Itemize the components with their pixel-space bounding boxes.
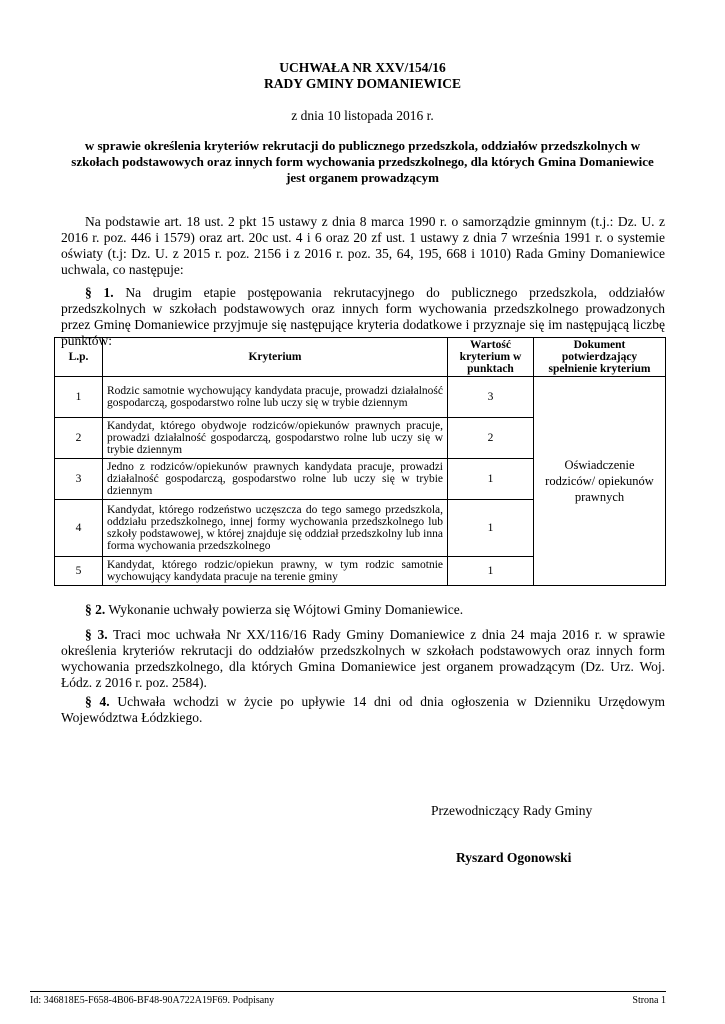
section-3-text: Traci moc uchwała Nr XX/116/16 Rady Gminy Domaniewice z dnia 24 maja 2016 r. w sprawie określenia kryteriów rekrutacji do oddziałów przedszkolnych w szkołach podstawowych oraz innych form wychowania przedszkolnego, dla których Gmina Domaniewice jest organem prowadzącym (Dz. Urz. Woj. Łódz. z 2016 r. poz. 2584). [61, 627, 666, 690]
header-points: Wartość kryterium w punktach [448, 338, 534, 377]
resolution-date: z dnia 10 listopada 2016 r. [291, 108, 434, 123]
row-lp: 5 [55, 557, 103, 586]
section-1-label: § 1. [85, 285, 114, 300]
table-row [55, 377, 666, 418]
row-criterion: Kandydat, którego rodzeństwo uczęszcza do tego samego przedszkola, oddziału przedszkolnego, innej formy wychowania przedszkolnego lub szkoły podstawowej, w której znajduje się oddział przedszkolny lub inna forma wychowania przedszkolnego [103, 500, 448, 557]
document-id: Id: 346818E5-F658-4B06-BF48-90A722A19F69. Podpisany [30, 995, 275, 1006]
row-points: 3 [448, 377, 534, 418]
section-3 [61, 627, 665, 691]
row-lp: 2 [55, 418, 103, 459]
row-lp: 4 [55, 500, 103, 557]
row-criterion: Kandydat, którego rodzic/opiekun prawny, w tym rodzic samotnie wychowujący kandydata pracuje na terenie gminy [103, 557, 448, 586]
section-2-label: § 2. [85, 602, 106, 617]
resolution-title [0, 60, 725, 92]
resolution-subject: w sprawie określenia kryteriów rekrutacji do publicznego przedszkola, oddziałów przedszkolnych w szkołach podstawowych oraz innych form wychowania przedszkolnego, dla których Gmina Domaniewice jest organem prowadzącym [71, 138, 654, 185]
section-1-text: Na drugim etapie postępowania rekrutacyjnego do publicznego przedszkola, oddziałów przedszkolnych w szkołach podstawowych oraz innych form wychowania przedszkolnego prowadzonych przez Gminę Domaniewice przyjmuje się następujące kryteria dodatkowe i przyznaje się im następującą liczbę punktów: [61, 285, 666, 348]
criteria-table [54, 337, 666, 586]
document-cell: Oświadczenie rodziców/ opiekunów prawnych [534, 377, 666, 586]
row-criterion: Rodzic samotnie wychowujący kandydata pracuje, prowadzi działalność gospodarczą, gospodarstwo rolne lub uczy się w trybie dziennym [103, 377, 448, 418]
signatory-title: Przewodniczący Rady Gminy [431, 803, 593, 818]
council-name: RADY GMINY DOMANIEWICE [264, 76, 461, 91]
resolution-number: UCHWAŁA NR XXV/154/16 [279, 60, 446, 75]
header-criterion: Kryterium [103, 338, 448, 377]
row-criterion: Kandydat, którego obydwoje rodziców/opiekunów prawnych pracuje, prowadzi działalność gospodarczą, gospodarstwo rolne lub uczy się w trybie dziennym [103, 418, 448, 459]
row-points: 2 [448, 418, 534, 459]
row-points: 1 [448, 500, 534, 557]
table-header-row [55, 338, 666, 377]
section-4-text: Uchwała wchodzi w życie po upływie 14 dni od dnia ogłoszenia w Dzienniku Urzędowym Województwa Łódzkiego. [61, 694, 665, 725]
section-2 [61, 602, 665, 618]
section-3-label: § 3. [85, 627, 108, 642]
section-2-text: Wykonanie uchwały powierza się Wójtowi Gminy Domaniewice. [105, 602, 464, 617]
section-4-label: § 4. [85, 694, 110, 709]
row-lp: 1 [55, 377, 103, 418]
signatory-name: Ryszard Ogonowski [456, 850, 572, 865]
legal-basis-paragraph: Na podstawie art. 18 ust. 2 pkt 15 ustawy z dnia 8 marca 1990 r. o samorządzie gminnym (t.j.: Dz. U. z 2016 r. poz. 446 i 1579) oraz art. 20c ust. 4 i 6 oraz 20 zf ust. 1 ustawy z dnia 7 września 1991 r. o systemie oświaty (t.j: Dz. U. z 2015 r. poz. 2156 i z 2016 r. poz. 35, 64, 195, 668 i 1010) Rada Gminy Domaniewice uchwala, co następuje: [61, 214, 665, 277]
section-4 [61, 694, 665, 726]
row-criterion: Jedno z rodziców/opiekunów prawnych kandydata pracuje, prowadzi działalność gospodarczą, gospodarstwo rolne lub uczy się w trybie dziennym [103, 459, 448, 500]
header-lp: L.p. [55, 338, 103, 377]
row-lp: 3 [55, 459, 103, 500]
row-points: 1 [448, 459, 534, 500]
page-number: Strona 1 [632, 995, 666, 1006]
row-points: 1 [448, 557, 534, 586]
header-document: Dokument potwierdzający spełnienie kryterium [534, 338, 666, 377]
footer-divider [30, 991, 666, 992]
